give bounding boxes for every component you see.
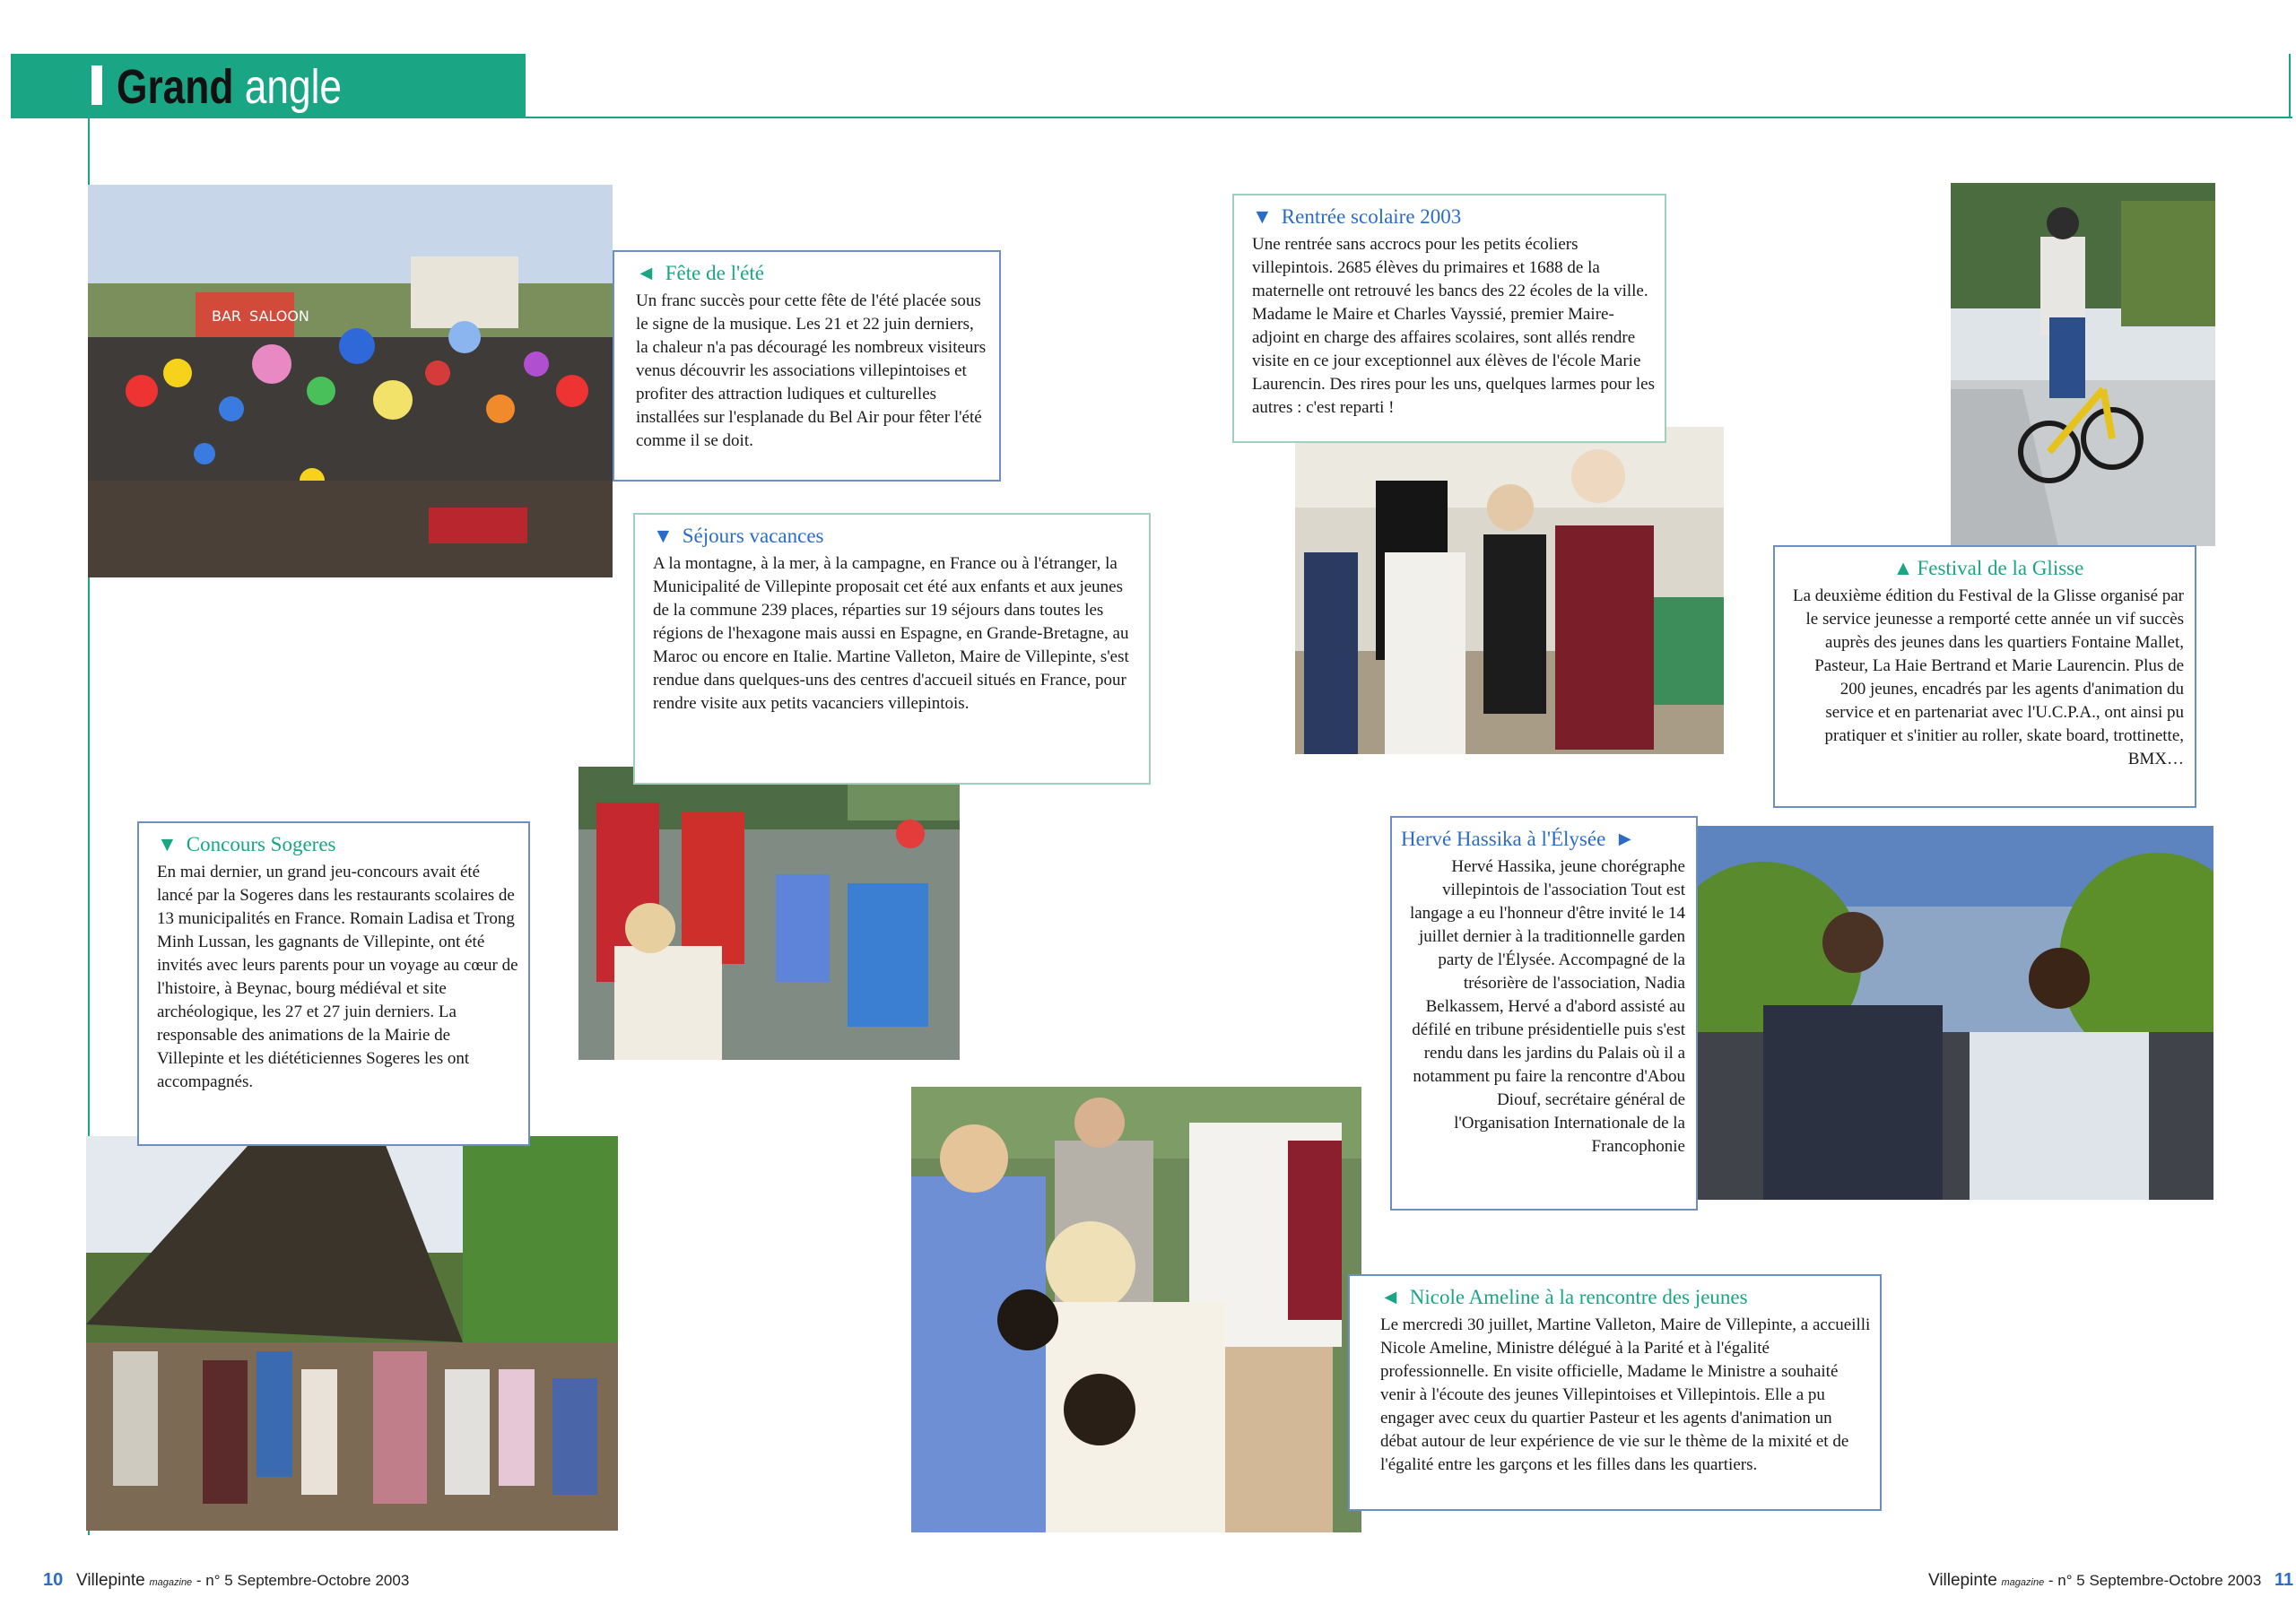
- footer-magazine-right: magazine: [2001, 1577, 2045, 1588]
- header-mark: [91, 65, 102, 105]
- caption-herve: [1390, 816, 1698, 1211]
- caption-concours: [137, 821, 530, 1146]
- section-title-bold: Grand: [117, 60, 234, 114]
- caption-sejours: [633, 513, 1151, 785]
- caption-glisse-body: La deuxième édition du Festival de la Glisse organisé par le service jeunesse a remporté cette année un vif succès auprès des jeunes dans les quartiers Fontaine Mallet, Pasteur, La Haie Bertrand et Marie Laurencin. Plus de 200 jeunes, encadrés par les agents d'animation du service et en partenariat avec l'U.C.P.A., ont ainsi pu pratiquer et s'initier au roller, skate board, trottinette, BMX…: [1793, 586, 2185, 768]
- footer-left: [43, 1569, 409, 1591]
- arrow-up-icon: ▲: [1892, 557, 1914, 579]
- sign-bar: BAR: [212, 308, 242, 325]
- photo-herve-hassika: [1683, 826, 2213, 1200]
- caption-concours-body: En mai dernier, un grand jeu-concours avait été lancé par la Sogeres dans les restaurants scolaires de 13 municipalités en France. Romain Ladisa et Trong Minh Lussan, les gagnants de Villepinte, ont été invités avec leurs parents pour un voyage au cœur de l'histoire, à Beynac, bourg médiéval et site archéologique, les 27 et 27 juin derniers. La responsable des animations de la Mairie de Villepinte et les diététiciennes Sogeres les ont accompagnés.: [157, 863, 518, 1091]
- caption-concours-title: [157, 832, 519, 857]
- photo-fete-ete: [88, 185, 613, 577]
- caption-fete-ete-title-text: Fête de l'été: [665, 262, 764, 284]
- photo-rentree-scolaire: [1295, 427, 1724, 754]
- arrow-down-icon: ▼: [1252, 205, 1273, 228]
- caption-rentree-title-text: Rentrée scolaire 2003: [1281, 205, 1462, 228]
- caption-fete-ete-title: [636, 261, 990, 286]
- page-number-right: 11: [2274, 1570, 2294, 1590]
- caption-nicole-body: Le mercredi 30 juillet, Martine Valleton, Maire de Villepinte, a accueilli Nicole Ameline, Ministre délégué à la Parité et à l'égalité professionnelle. En visite officielle, Madame le Ministre a souhaité venir à l'écoute des jeunes Villepintoises et Villepintois. Elle a pu engager avec ceux du quartier Pasteur et les agents d'animation un débat autour de leur expérience de vie sur le thème de la mixité et de l'égalité entre les garçons et les filles dans les quartiers.: [1380, 1315, 1871, 1474]
- sign-saloon: SALOON: [249, 308, 309, 325]
- caption-fete-ete-body: Un franc succès pour cette fête de l'été placée sous le signe de la musique. Les 21 et 22 juin derniers, la chaleur n'a pas découragé les nombreux visiteurs venus découvrir les associations villepintoises et profiter des attraction ludiques et culturelles installées sur l'esplanade du Bel Air pour fêter l'été comme il se doit.: [636, 291, 987, 450]
- top-rule: [526, 117, 2292, 118]
- caption-rentree: [1232, 194, 1666, 443]
- photo-nicole-ameline: [911, 1087, 1361, 1532]
- caption-rentree-title: [1252, 204, 1656, 230]
- caption-nicole: [1348, 1274, 1882, 1511]
- footer-brand-left: Villepinte: [75, 1571, 145, 1590]
- caption-nicole-title: [1380, 1285, 1871, 1310]
- caption-glisse: [1773, 545, 2196, 808]
- caption-glisse-title: [1793, 556, 2184, 581]
- caption-sejours-title-text: Séjours vacances: [682, 525, 824, 547]
- footer-issue-right: - n° 5 Septembre-Octobre 2003: [2044, 1572, 2262, 1589]
- section-title-light: angle: [244, 60, 343, 114]
- photo-festival-glisse: [1951, 183, 2215, 546]
- page-number-left: 10: [43, 1570, 64, 1590]
- arrow-down-icon: ▼: [157, 833, 178, 855]
- photo-sejours-vacances: [578, 767, 960, 1060]
- section-title: [117, 56, 342, 118]
- caption-sejours-body: A la montagne, à la mer, à la campagne, en France ou à l'étranger, la Municipalité de Villepinte proposait cet été aux enfants et aux jeunes de la commune 239 places, réparties sur 19 séjours dans toutes les régions de l'hexagone mais aussi en Espagne, en Grande-Bretagne, au Maroc ou encore en Italie. Martine Valleton, Maire de Villepinte, s'est rendue dans quelques-uns des centres d'accueil situés en France, pour rendre visite aux petits vacanciers villepintois.: [653, 554, 1129, 713]
- caption-concours-title-text: Concours Sogeres: [186, 833, 336, 855]
- footer-issue-left: - n° 5 Septembre-Octobre 2003: [192, 1572, 410, 1589]
- caption-glisse-title-text: Festival de la Glisse: [1917, 557, 2084, 579]
- footer-brand-right: Villepinte: [1928, 1571, 1997, 1590]
- arrow-down-icon: ▼: [653, 525, 674, 547]
- footer-right: [1928, 1569, 2296, 1591]
- photo-concours-sogeres: [86, 1136, 618, 1531]
- right-edge-rule: [2289, 54, 2291, 118]
- arrow-left-icon: ◄: [1380, 1286, 1401, 1308]
- arrow-right-icon: ►: [1614, 828, 1636, 850]
- caption-fete-ete: [613, 250, 1001, 482]
- footer-magazine-left: magazine: [149, 1577, 193, 1588]
- arrow-left-icon: ◄: [636, 262, 657, 284]
- caption-rentree-body: Une rentrée sans accrocs pour les petits écoliers villepintois. 2685 élèves du primaires et 1688 de la maternelle ont retrouvé les bancs des 22 écoles de la ville. Madame le Maire et Charles Vayssié, premier Maire-adjoint en charge des affaires scolaires, sont allés rendre visite en ce jour exceptionnel aux élèves de l'école Marie Laurencin. Des rires pour les uns, quelques larmes pour les autres : c'est reparti !: [1252, 235, 1656, 417]
- caption-nicole-title-text: Nicole Ameline à la rencontre des jeunes: [1409, 1286, 1748, 1308]
- caption-herve-title: [1401, 827, 1685, 852]
- caption-herve-body: Hervé Hassika, jeune chorégraphe villepintois de l'association Tout est langage a eu l'honneur d'être invité le 14 juillet dernier à la traditionnelle garden party de l'Élysée. Accompagné de la trésorière de l'association, Nadia Belkassem, Hervé a d'abord assisté au défilé en tribune présidentielle puis s'est rendu dans les jardins du Palais où il a notamment pu faire la rencontre d'Abou Diouf, secrétaire général de l'Organisation Internationale de la Francophonie: [1409, 857, 1685, 1156]
- caption-sejours-title: [653, 524, 1140, 549]
- caption-herve-title-text: Hervé Hassika à l'Élysée: [1401, 828, 1606, 850]
